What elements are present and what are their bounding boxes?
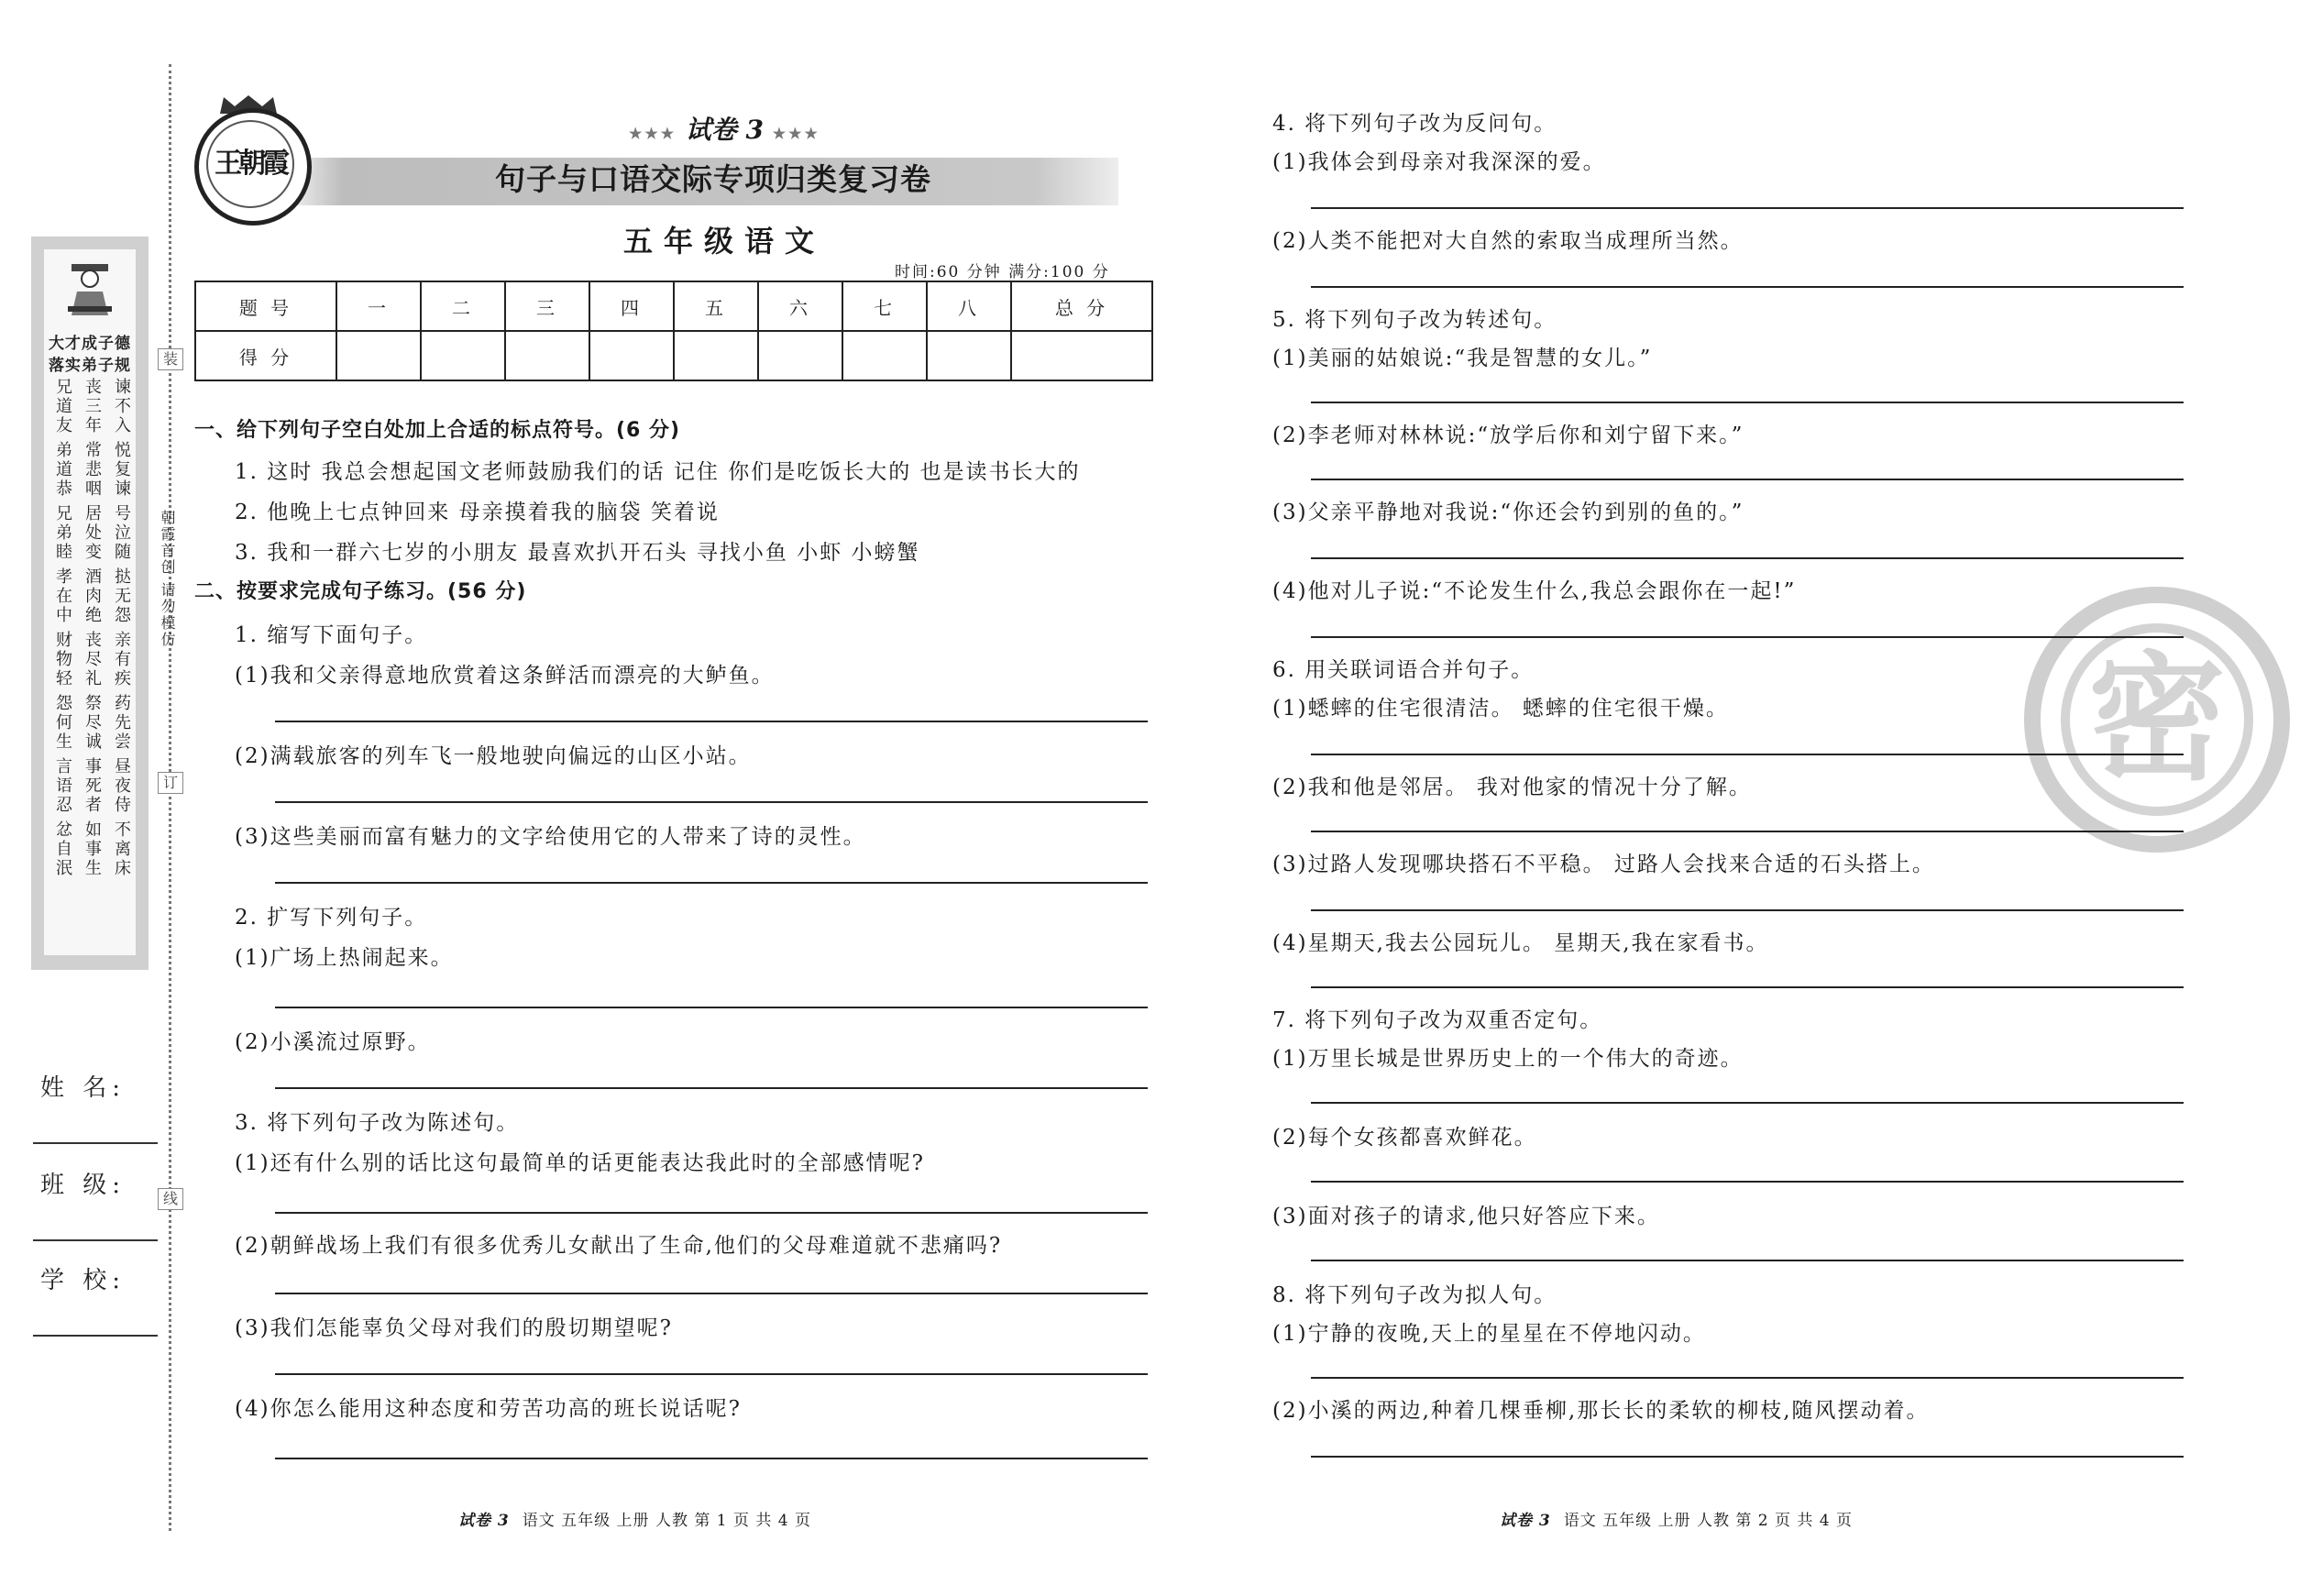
score-input[interactable]	[336, 331, 421, 380]
answer-line[interactable]	[275, 1293, 1148, 1294]
question-heading: 1. 缩写下面句子。	[235, 623, 428, 647]
class-field[interactable]	[33, 1239, 158, 1241]
score-input[interactable]	[421, 331, 505, 380]
page-title: 句子与口语交际专项归类复习卷	[495, 161, 931, 197]
answer-line[interactable]	[275, 801, 1148, 803]
binding-mark-3: 线	[158, 1188, 183, 1210]
verse-group: 兄道友 丧三年 谏不入	[53, 378, 131, 435]
score-table-score-row	[195, 331, 1152, 380]
motto-panel	[31, 237, 149, 970]
binding-note: 朝霞首创 请勿模仿	[159, 510, 176, 649]
score-input[interactable]	[927, 331, 1011, 380]
score-input[interactable]	[674, 331, 758, 380]
answer-line[interactable]	[1311, 1102, 2184, 1104]
binding-mark-2: 订	[158, 772, 183, 794]
scholar-icon	[64, 259, 116, 323]
answer-line[interactable]	[1311, 831, 2184, 832]
answer-line[interactable]	[275, 1087, 1148, 1089]
question-heading: 7. 将下列句子改为双重否定句。	[1272, 1008, 1603, 1032]
answer-line[interactable]	[1311, 402, 2184, 403]
question-item: (2)朝鲜战场上我们有很多优秀儿女献出了生命,他们的父母难道就不悲痛吗?	[235, 1234, 1003, 1258]
verse-block	[51, 378, 130, 884]
section-1-heading: 一、给下列句子空白处加上合适的标点符号。(6 分)	[194, 419, 681, 442]
question-item: (2)每个女孩都喜欢鲜花。	[1272, 1126, 1537, 1150]
footer-exam-label: 试卷 3	[1500, 1512, 1551, 1530]
score-input[interactable]	[758, 331, 842, 380]
motto-line-1: 大才成子德	[49, 335, 131, 353]
name-field[interactable]	[33, 1142, 158, 1144]
page-footer-left	[458, 1507, 811, 1530]
verse-group: 弟道恭 常悲咽 悦复谏	[53, 441, 131, 499]
question-item: (3)过路人发现哪块搭石不平稳。 过路人会找来合适的石头搭上。	[1272, 853, 1935, 876]
verse-group: 怨何生 祭尽诚 药先尝	[53, 694, 131, 752]
question-item: (3)父亲平静地对我说:“你还会钓到别的鱼的。”	[1272, 501, 1744, 524]
answer-line[interactable]	[1311, 1456, 2184, 1458]
class-label: 班 级:	[40, 1172, 127, 1199]
verse-group: 财物轻 丧尽礼 亲有疾	[53, 631, 131, 688]
binding-mark-1: 装	[158, 348, 183, 370]
question-item: (4)星期天,我去公园玩儿。 星期天,我在家看书。	[1272, 931, 1769, 955]
score-cell: 八	[927, 281, 1011, 331]
question-item: (1)美丽的姑娘说:“我是智慧的女儿。”	[1272, 347, 1653, 370]
school-field[interactable]	[33, 1335, 158, 1337]
question-item: (1)广场上热闹起来。	[235, 946, 454, 970]
star-decoration-left: ★★★	[629, 125, 677, 142]
motto-line-2: 落实弟子规	[49, 357, 131, 375]
question-heading: 5. 将下列句子改为转述句。	[1272, 308, 1557, 332]
question-item: (4)他对儿子说:“不论发生什么,我总会跟你在一起!”	[1272, 579, 1797, 603]
question-item: (3)面对孩子的请求,他只好答应下来。	[1272, 1205, 1660, 1228]
score-input[interactable]	[505, 331, 589, 380]
question-heading: 6. 用关联词语合并句子。	[1272, 658, 1535, 682]
binding-dashed-line	[169, 64, 171, 1531]
score-input[interactable]	[842, 331, 927, 380]
answer-line[interactable]	[1311, 754, 2184, 755]
score-cell: 得 分	[195, 331, 336, 380]
question-heading: 2. 扩写下列句子。	[235, 906, 428, 930]
question-item: (1)蟋蟀的住宅很清洁。 蟋蟀的住宅很干燥。	[1272, 697, 1729, 721]
question-item: (2)小溪流过原野。	[235, 1030, 431, 1054]
sec1-item: 3. 我和一群六七岁的小朋友 最喜欢扒开石头 寻找小鱼 小虾 小螃蟹	[235, 541, 920, 565]
question-item: (3)我们怎能辜负父母对我们的殷切期望呢?	[235, 1316, 673, 1340]
verse-group: 兄弟睦 居处变 号泣随	[53, 504, 131, 562]
answer-line[interactable]	[275, 1212, 1148, 1214]
answer-line[interactable]	[275, 1007, 1148, 1008]
question-item: (2)人类不能把对大自然的索取当成理所当然。	[1272, 229, 1744, 253]
answer-line[interactable]	[1311, 909, 2184, 911]
watermark-glyph: 密	[2061, 623, 2253, 816]
score-cell: 四	[589, 281, 674, 331]
question-item: (1)还有什么别的话比这句最简单的话更能表达我此时的全部感情呢?	[235, 1151, 925, 1175]
answer-line[interactable]	[1311, 636, 2184, 638]
answer-line[interactable]	[1311, 479, 2184, 480]
question-item: (1)宁静的夜晚,天上的星星在不停地闪动。	[1272, 1322, 1706, 1346]
answer-line[interactable]	[275, 1458, 1148, 1459]
score-table	[194, 281, 1153, 381]
answer-line[interactable]	[275, 882, 1148, 884]
question-item: (3)这些美丽而富有魅力的文字给使用它的人带来了诗的灵性。	[235, 825, 866, 849]
answer-line[interactable]	[1311, 557, 2184, 559]
answer-line[interactable]	[1311, 1181, 2184, 1183]
question-item: (2)我和他是邻居。 我对他家的情况十分了解。	[1272, 776, 1752, 799]
answer-line[interactable]	[1311, 207, 2184, 209]
verse-group: 言语忍 事死者 昼夜侍	[53, 757, 131, 815]
question-item: (2)小溪的两边,种着几棵垂柳,那长长的柔软的柳枝,随风摆动着。	[1272, 1399, 1930, 1423]
section-2-heading: 二、按要求完成句子练习。(56 分)	[194, 580, 527, 603]
score-cell: 三	[505, 281, 589, 331]
name-label: 姓 名:	[40, 1074, 127, 1102]
question-heading: 8. 将下列句子改为拟人句。	[1272, 1283, 1557, 1307]
answer-line[interactable]	[1311, 1260, 2184, 1261]
verse-group: 忿自泯 如事生 不离床	[53, 820, 131, 878]
score-cell: 六	[758, 281, 842, 331]
answer-line[interactable]	[1311, 1377, 2184, 1379]
question-item: (1)我体会到母亲对我深深的爱。	[1272, 150, 1606, 174]
confidential-watermark	[2024, 587, 2290, 853]
footer-text: 语文 五年级 上册 人教 第 2 页 共 4 页	[1563, 1512, 1854, 1530]
school-label: 学 校:	[40, 1267, 127, 1294]
footer-text: 语文 五年级 上册 人教 第 1 页 共 4 页	[522, 1512, 812, 1530]
question-heading: 3. 将下列句子改为陈述句。	[235, 1111, 520, 1135]
brand-logo-text: 王朝霞	[206, 120, 294, 208]
question-item: (2)李老师对林林说:“放学后你和刘宁留下来。”	[1272, 424, 1744, 447]
exam-number-label: 试卷 3	[685, 115, 765, 145]
question-item: (4)你怎么能用这种态度和劳苦功高的班长说话呢?	[235, 1397, 742, 1421]
score-cell: 题 号	[195, 281, 336, 331]
footer-exam-label: 试卷 3	[458, 1512, 510, 1530]
sec1-item: 2. 他晚上七点钟回来 母亲摸着我的脑袋 笑着说	[235, 501, 720, 524]
page-footer-right	[1500, 1507, 1853, 1530]
answer-line[interactable]	[1311, 986, 2184, 988]
question-item: (1)我和父亲得意地欣赏着这条鲜活而漂亮的大鲈鱼。	[235, 664, 775, 688]
brand-seal	[194, 108, 312, 226]
answer-line[interactable]	[1311, 286, 2184, 288]
answer-line[interactable]	[275, 721, 1148, 722]
question-item: (2)满载旅客的列车飞一般地驶向偏远的山区小站。	[235, 744, 752, 768]
question-item: (1)万里长城是世界历史上的一个伟大的奇迹。	[1272, 1047, 1744, 1071]
score-input[interactable]	[1011, 331, 1152, 380]
score-cell: 一	[336, 281, 421, 331]
subject-heading: 五年级语文	[623, 224, 826, 259]
score-cell: 七	[842, 281, 927, 331]
question-heading: 4. 将下列句子改为反问句。	[1272, 112, 1557, 136]
exam-number	[629, 110, 820, 147]
answer-line[interactable]	[275, 1373, 1148, 1375]
score-table-header-row	[195, 281, 1152, 331]
sec1-item: 1. 这时 我总会想起国文老师鼓励我们的话 记住 你们是吃饭长大的 也是读书长大的	[235, 460, 1081, 484]
score-cell: 总 分	[1011, 281, 1152, 331]
star-decoration-right: ★★★	[772, 125, 820, 142]
verse-group: 孝在中 酒肉绝 挞无怨	[53, 567, 131, 625]
score-cell: 二	[421, 281, 505, 331]
time-score-info: 时间:60 分钟 满分:100 分	[895, 263, 1110, 281]
score-input[interactable]	[589, 331, 674, 380]
score-cell: 五	[674, 281, 758, 331]
